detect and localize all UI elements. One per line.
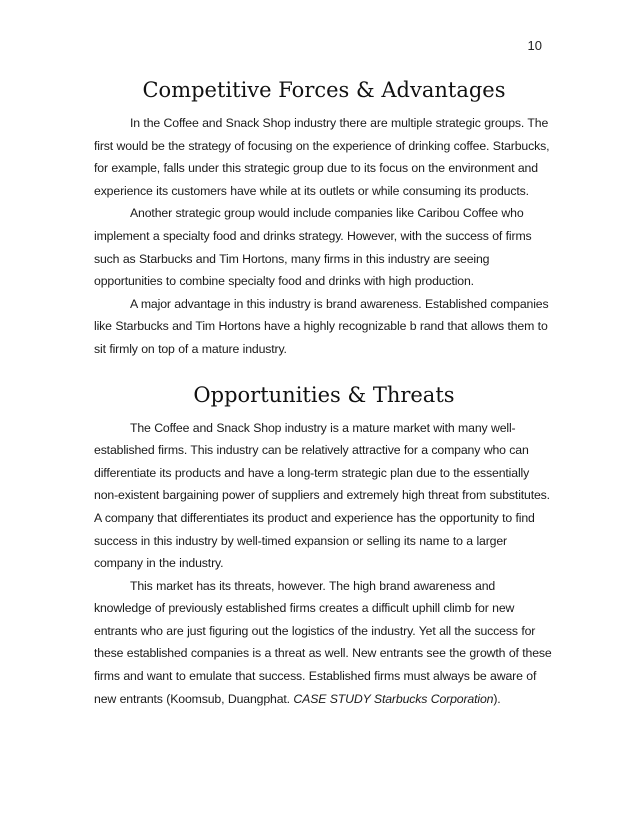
- paragraph-brand-awareness: A major advantage in this industry is brand awareness. Established companies like Starbucks and Tim Hortons have a highly recognizable b rand that allows them to sit firmly on top of a mature industry.: [94, 296, 549, 356]
- document-body: [94, 70, 554, 710]
- paragraph-mature-market: The Coffee and Snack Shop industry is a mature market with many well-established firms. This industry can be relatively attractive for a company who can differentiate its products and have a long-term strategic plan due to the essentially non-existent bargaining power of suppliers and extremely high threat from substitutes. A company that differentiates its product and experience has the opportunity to find success in this industry by well-timed expansion or selling its name to a larger company in the industry.: [94, 420, 550, 571]
- citation-title: CASE STUDY Starbucks Corporation: [293, 691, 494, 706]
- page-number: 10: [527, 38, 542, 53]
- section-heading-opportunities-threats: Opportunities & Threats: [193, 382, 455, 407]
- paragraph-specialty-food: Another strategic group would include companies like Caribou Coffee who implement a specialty food and drinks strategy. However, with the success of firms such as Starbucks and Tim Hortons, many firms in this industry are seeing opportunities to combine specialty food and drinks with high production.: [94, 206, 532, 289]
- citation-closing: ).: [493, 691, 501, 706]
- paragraph-threats: [94, 575, 554, 711]
- section-heading-competitive-forces: Competitive Forces & Advantages: [142, 78, 506, 102]
- paragraph-strategic-groups: In the Coffee and Snack Shop industry there are multiple strategic groups. The first would be the strategy of focusing on the experience of drinking coffee. Starbucks, for example, falls under this strategic group due to its focus on the environment and experience its customers have while at its outlets or while consuming its products.: [94, 116, 550, 198]
- paragraph-threats-text: This market has its threats, however. The high brand awareness and knowledge of previously established firms creates a difficult uphill climb for new entrants who are just figuring out the logistics of the industry. Yet all the success for these established companies is a threat as well. New entrants see the growth of these firms and want to emulate that success. Established firms must always be aware of new entrants (Koomsub, Duangphat.: [94, 578, 552, 706]
